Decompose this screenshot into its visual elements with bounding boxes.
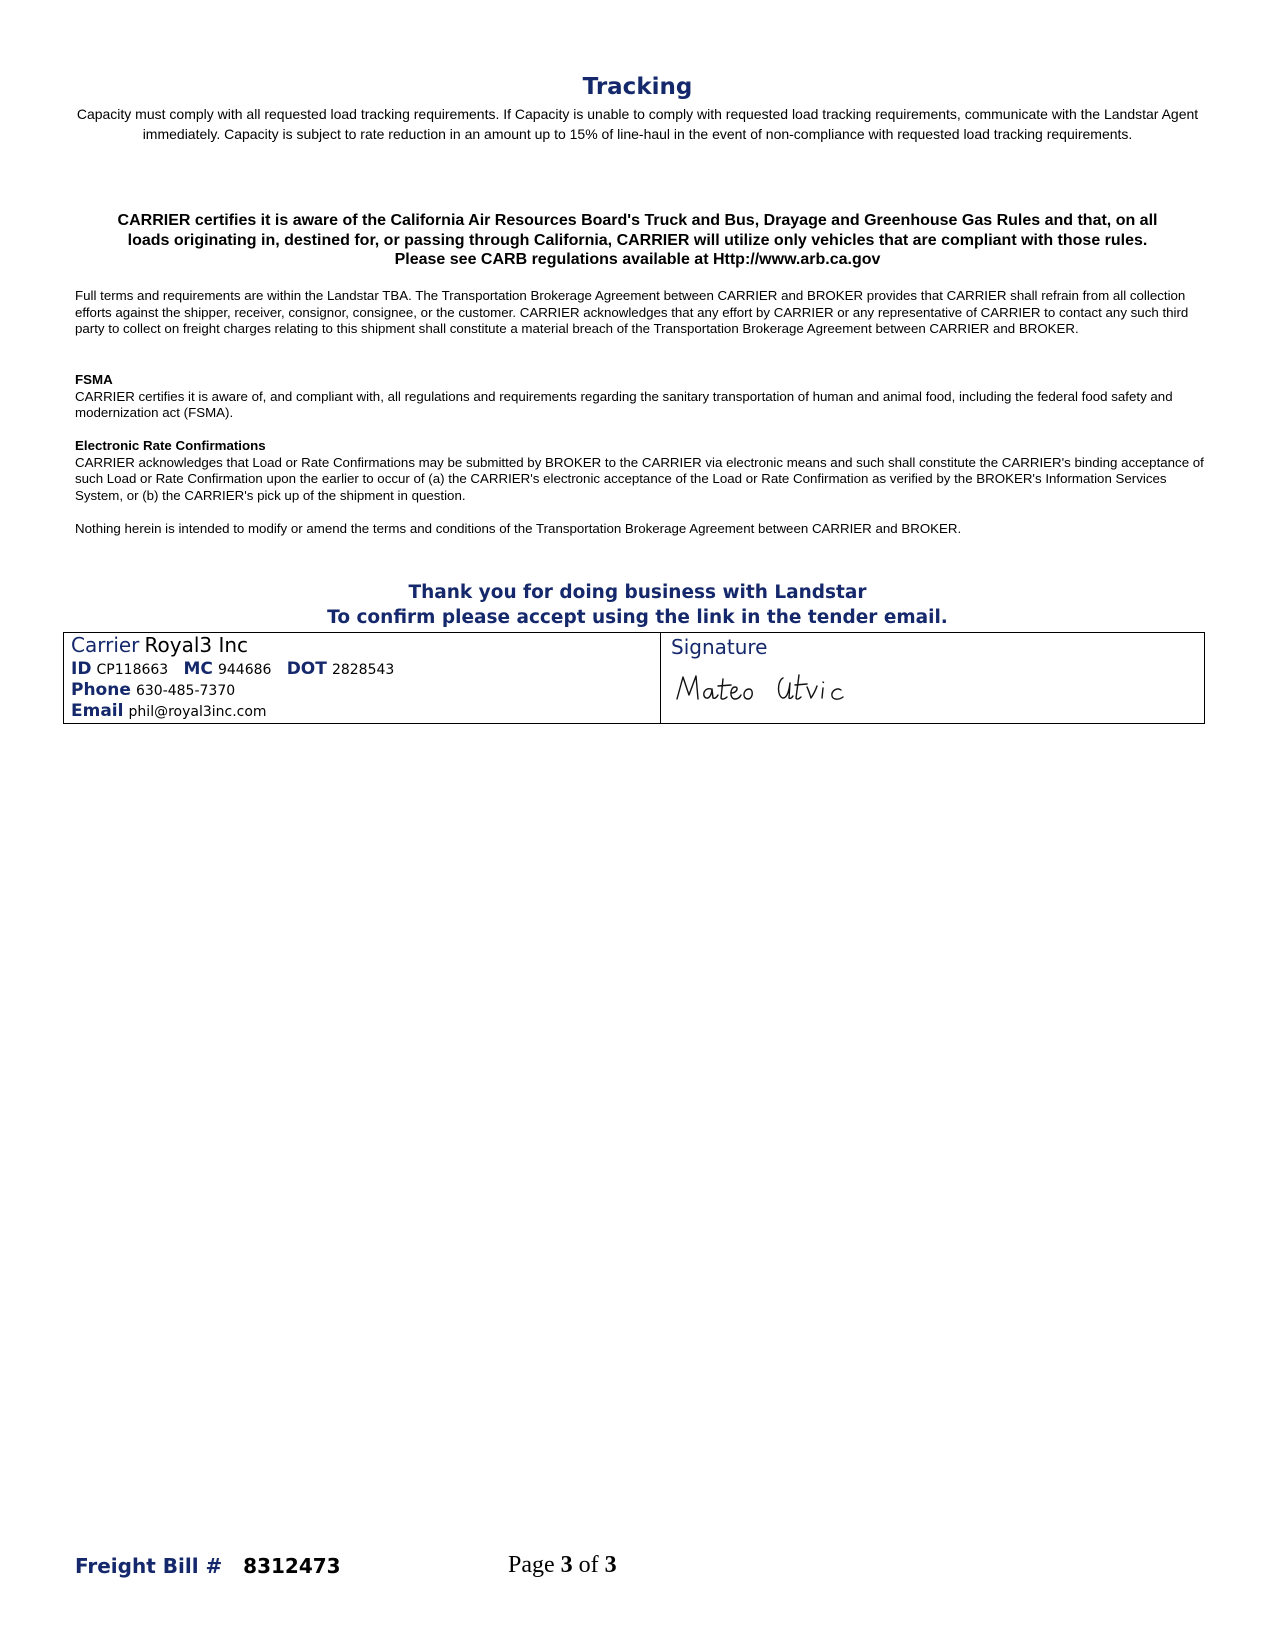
carrier-name: Royal3 Inc <box>144 633 249 657</box>
freight-bill-number: 8312473 <box>243 1554 341 1578</box>
electronic-body: CARRIER acknowledges that Load or Rate Confirmations may be submitted by BROKER to the CARRIER via electronic means and such shall constitute the CARRIER's binding acceptance of such Load or Rate Confirmation upon the earlier to occur of (a) the CARRIER's electronic acceptance of the Load or Rate Confirmation as verified by the BROKER's Information Services System, or (b) the CARRIER's pick up of the shipment in question. <box>75 454 1204 503</box>
page-number <box>508 1552 617 1579</box>
page-prefix: Page <box>508 1552 555 1578</box>
page-of: of <box>578 1552 599 1578</box>
mc-value: 944686 <box>217 662 272 678</box>
signature-cell <box>661 633 1204 723</box>
id-label: ID <box>71 659 92 679</box>
handwritten-signature <box>673 671 873 707</box>
carrier-info-cell <box>64 633 661 723</box>
email-label: Email <box>71 701 124 721</box>
tracking-title: Tracking <box>582 74 693 100</box>
id-value: CP118663 <box>96 662 169 678</box>
carb-line-1: CARRIER certifies it is aware of the California Air Resources Board's Truck and Bus, Drayage and Greenhouse Gas Rules and that, on all <box>117 212 1158 229</box>
fsma-heading: FSMA <box>75 372 113 387</box>
carb-notice <box>80 211 1195 270</box>
phone-row <box>71 680 235 700</box>
electronic-heading: Electronic Rate Confirmations <box>75 438 266 453</box>
page-current: 3 <box>560 1552 573 1578</box>
id-row <box>71 659 394 679</box>
phone-value: 630-485-7370 <box>135 683 236 699</box>
email-row <box>71 701 267 721</box>
carb-line-3: Please see CARB regulations available at Http://www.arb.ca.gov <box>394 251 881 268</box>
freight-bill <box>75 1554 341 1578</box>
carrier-signature-box <box>63 632 1205 724</box>
electronic-section <box>75 438 1205 504</box>
carrier-label: Carrier <box>71 633 140 657</box>
mc-label: MC <box>183 659 213 679</box>
tracking-body: Capacity must comply with all requested load tracking requirements. If Capacity is unable to comply with requested load tracking requirements, communicate with the Landstar Agent immediately. Capacity is subject to rate reduction in an amount up to 15% of line-haul in the event of non-compliance with requested load tracking requirements. <box>76 106 1199 142</box>
terms-paragraph: Full terms and requirements are within the Landstar TBA. The Transportation Brokerage Agreement between CARRIER and BROKER provides that CARRIER shall refrain from all collection efforts against the shipper, receiver, consignor, consignee, or the customer. CARRIER acknowledges that any effort by CARRIER or any representative of CARRIER to contact any such third party to collect on freight charges relating to this shipment shall constitute a material breach of the Transportation Brokerage Agreement between CARRIER and BROKER. <box>75 288 1189 336</box>
fsma-body: CARRIER certifies it is aware of, and compliant with, all regulations and requirements regarding the sanitary transportation of human and animal food, including the federal food safety and modernization act (FSMA). <box>75 388 1173 420</box>
carb-line-2: loads originating in, destined for, or passing through California, CARRIER will utilize only vehicles that are compliant with those rules. <box>127 231 1148 249</box>
carrier-row <box>71 633 248 657</box>
page-total: 3 <box>604 1552 617 1578</box>
dot-label: DOT <box>286 659 327 679</box>
thanks-line-1: Thank you for doing business with Landstar <box>408 582 867 603</box>
fsma-section <box>75 372 1205 422</box>
thanks-line-2: To confirm please accept using the link in the tender email. <box>327 607 948 628</box>
dot-value: 2828543 <box>331 662 395 678</box>
freight-bill-label: Freight Bill # <box>75 1554 223 1578</box>
nothing-herein-paragraph: Nothing herein is intended to modify or amend the terms and conditions of the Transportation Brokerage Agreement between CARRIER and BROKER. <box>75 521 962 536</box>
signature-label: Signature <box>671 635 768 659</box>
thank-you-message <box>0 580 1275 630</box>
email-value: phil@royal3inc.com <box>128 704 267 720</box>
phone-label: Phone <box>71 680 131 700</box>
